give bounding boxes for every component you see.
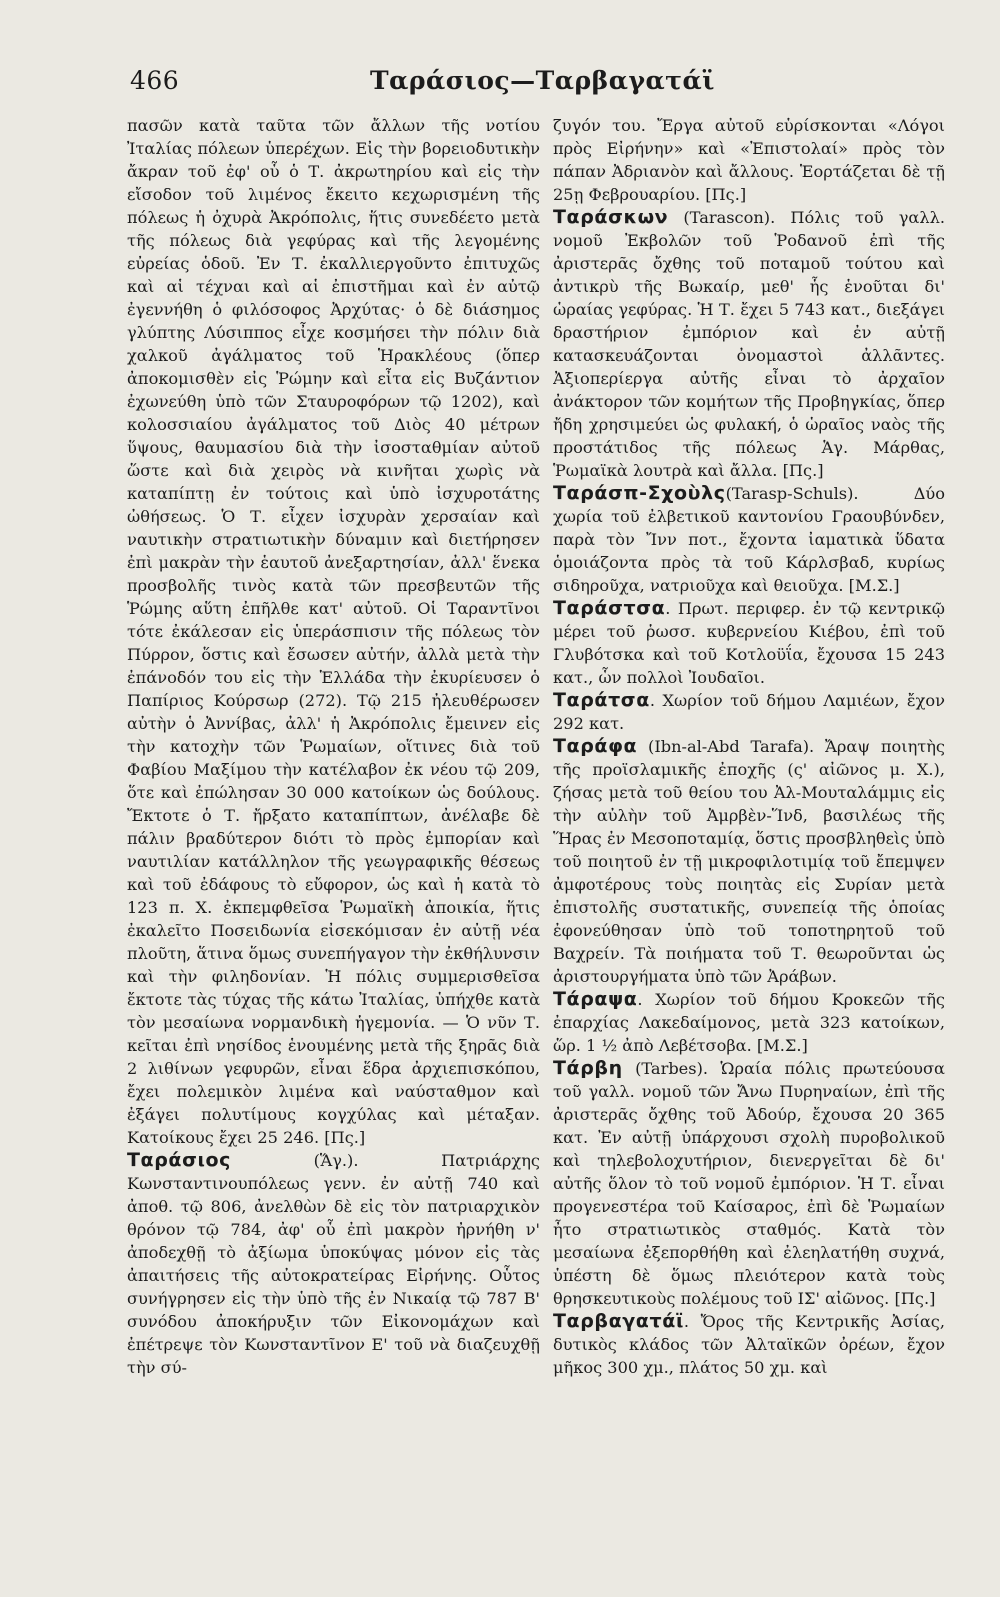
entry-tarasp-schuls: [553, 482, 945, 597]
entry-continuation-taras: πασῶν κατὰ ταῦτα τῶν ἄλλων τῆς νοτίου Ἰταλίας πόλεων ὑπερέχων. Εἰς τὴν βορειοδυτικὴν ἄκραν τοῦ ἐφ' οὗ ὁ Τ. ἀκρωτηρίου καὶ εἰς τὴν εἴσοδον τοῦ λιμένος ἔκειτο κεχωρισμένη τῆς πόλεως ἡ ὀχυρὰ Ἀκρόπολις, ἥτις συνεδέετο μετὰ τῆς πόλεως διὰ γεφύρας καὶ τῆς λεγομένης εὐρείας ὁδοῦ. Ἐν Τ. ἐκαλλιεργοῦντο ἐπιτυχῶς καὶ αἱ τέχναι καὶ αἱ ἐπιστῆμαι καὶ ἐν αὐτῷ ἐγεννήθη ὁ φιλόσοφος Ἀρχύτας· ὁ δὲ διάσημος γλύπτης Λύσιππος εἶχε κοσμήσει τὴν πόλιν διὰ χαλκοῦ ἀγάλματος τοῦ Ἡρακλέους (ὅπερ ἀποκομισθὲν εἰς Ῥώμην καὶ εἶτα εἰς Βυζάντιον ἐχωνεύθη ὑπὸ τῶν Σταυροφόρων τῷ 1202), καὶ κολοσσιαίου ἀγάλματος τοῦ Διὸς 40 μέτρων ὕψους, θαυμασίου διὰ τὴν ἰσοσταθμίαν αὐτοῦ ὥστε καὶ διὰ χειρὸς νὰ κινῆται χωρὶς νὰ καταπίπτῃ ἐν τούτοις καὶ ὑπὸ ἰσχυροτάτης ὠθήσεως. Ὁ Τ. εἶχεν ἰσχυρὰν χερσαίαν καὶ ναυτικὴν στρατιωτικὴν δύναμιν καὶ διετήρησεν ἐπὶ μακρὰν τὴν ἑαυτοῦ ἀνεξαρτησίαν, ἀλλ' ἕνεκα προσβολῆς τινὸς κατὰ τῶν πρεσβευτῶν τῆς Ῥώμης αὕτη ἐπῆλθε κατ' αὐτοῦ. Οἱ Ταραντῖνοι τότε ἐκάλεσαν εἰς ὑπεράσπισιν τῆς πόλεως τὸν Πύρρον, ὅστις καὶ ἔσωσεν αὐτήν, ἀλλὰ μετὰ τὴν ἐπάνοδόν του εἰς τὴν Ἑλλάδα τὴν ἐκυρίευσεν ὁ Παπίριος Κούρσωρ (272). Τῷ 215 ἠλευθέρωσεν αὐτὴν ὁ Ἀννίβας, ἀλλ' ἡ Ἀκρόπολις ἔμεινεν εἰς τὴν κατοχὴν τῶν Ῥωμαίων, οἵτινες διὰ τοῦ Φαβίου Μαξίμου τὴν κατέλαβον ἐκ νέου τῷ 209, ὅτε καὶ ἐπώλησαν 30 000 κατοίκων ὡς δούλους. Ἔκτοτε ὁ Τ. ἤρξατο καταπίπτων, ἀνέλαβε δὲ πάλιν βραδύτερον διότι τὸ πρὸς ἐμπορίαν καὶ ναυτιλίαν κατάλληλον τῆς γεωγραφικῆς θέσεως καὶ τοῦ ἐδάφους τὸ εὔφορον, ὡς καὶ ἡ κατὰ τὸ 123 π. Χ. ἐκπεμφθεῖσα Ῥωμαϊκὴ ἀποικία, ἥτις ἐκαλεῖτο Ποσειδωνία εἰσεκόμισαν ἐν αὐτῇ νέα πλοῦτη, ἅτινα ὅμως συνεπήγαγον τὴν ἐκθήλυνσιν καὶ τὴν φιληδονίαν. Ἡ πόλις συμμερισθεῖσα ἔκτοτε τὰς τύχας τῆς κάτω Ἰταλίας, ὑπήχθε κατὰ τὸν μεσαίωνα νορμανδικὴ ἡγεμονία. — Ὁ νῦν Τ. κεῖται ἐπὶ νησίδος ἑνουμένης μετὰ τῆς ξηρᾶς διὰ 2 λιθίνων γεφυρῶν, εἶναι ἕδρα ἀρχιεπισκόπου, ἔχει πολεμικὸν λιμένα καὶ ναύσταθμον καὶ ἐξάγει πολυτίμους κογχύλας καὶ μέταξαν. Κατοίκους ἔχει 25 246. [Πς.]: [127, 116, 540, 1147]
entry-taraskon: [553, 206, 945, 482]
entry-text: . Πρωτ. περιφερ. ἐν τῷ κεντρικῷ μέρει τοῦ ῥωσσ. κυβερνείου Κιέβου, ἐπὶ τοῦ Γλυβότσκα καὶ τοῦ Κοτλοϋΐα, ἔχουσα 15 243 κατ., ὧν πολλοὶ Ἰουδαῖοι.: [553, 599, 945, 687]
entry-text: . Χωρίον τοῦ δήμου Λαμιέων, ἔχον 292 κατ.: [553, 691, 945, 733]
entry-text: (Ibn-al-Abd Tarafa). Ἄραψ ποιητὴς τῆς προϊσλαμικῆς ἐποχῆς (ς' αἰῶνος μ. Χ.), ζήσας μετὰ τοῦ θείου του Ἀλ-Μουταλάμμις εἰς τὴν αὐλὴν τοῦ Ἀμρβὲν-Ἵνδ, βασιλέως τῆς Ἥρας ἐν Μεσοποταμίᾳ, ὅστις προσβληθεὶς ὑπὸ τοῦ ποιητοῦ ἐν τῇ μικροφιλοτιμίᾳ τοῦ ἔπεμψεν ἀμφοτέρους τοὺς ποιητὰς εἰς Συρίαν μετὰ ἐπιστολῆς συστατικῆς, συνεπείᾳ τῆς ὁποίας ἐφονεύθησαν ὑπὸ τοῦ τοποτηρητοῦ τοῦ Βαχρείν. Τὰ ποιήματα τοῦ Τ. θεωροῦνται ὡς ἀριστουργήματα ὑπὸ τῶν Ἀράβων.: [553, 737, 945, 986]
running-head: Ταράσιος—Ταρβαγατάϊ: [370, 66, 715, 95]
entry-tarvagatai: [553, 1310, 945, 1379]
entry-tarvi: [553, 1057, 945, 1310]
entry-text: (Tarascon). Πόλις τοῦ γαλλ. νομοῦ Ἐκβολῶν τοῦ Ῥοδανοῦ ἐπὶ τῆς ἀριστερᾶς ὄχθης τοῦ ποταμοῦ τούτου καὶ ἀντικρὺ τῆς Βωκαίρ, μεθ' ἧς ἑνοῦται δι' ὡραίας γεφύρας. Ἡ Τ. ἔχει 5 743 κατ., διεξάγει δραστήριον ἐμπόριον καὶ ἐν αὐτῇ κατασκευάζονται ὀνομαστοὶ ἀλλᾶντες. Ἀξιοπερίεργα αὐτῆς εἶναι τὸ ἀρχαῖον ἀνάκτορον τῶν κομήτων τῆς Προβηγκίας, ὅπερ ἤδη χρησιμεύει ὡς φυλακή, ὁ ὡραῖος ναὸς τῆς προστάτιδος τῆς πόλεως Ἁγ. Μάρθας, Ῥωμαϊκὰ λουτρὰ καὶ ἄλλα. [Πς.]: [553, 208, 945, 480]
headword: Ταράφα: [553, 735, 638, 757]
page-header: [130, 66, 940, 106]
entry-text: (Tarasp-Schuls). Δύο χωρία τοῦ ἐλβετικοῦ καντονίου Γραουβύνδεν, παρὰ τὸν Ἴνν ποτ., ἔχοντα ἰαματικὰ ὕδατα ὁμοιάζοντα πρὸς τὰ τοῦ Κάρλσβαδ, κυρίως σιδηροῦχα, νατριοῦχα καὶ θειοῦχα. [Μ.Σ.]: [553, 484, 945, 595]
left-column: [127, 114, 540, 1584]
headword: Τάραψα: [553, 988, 638, 1010]
right-column: [553, 114, 945, 1584]
entry-tarastsa: [553, 597, 945, 689]
entry-text: (Tarbes). Ὡραία πόλις πρωτεύουσα τοῦ γαλλ. νομοῦ τῶν Ἄνω Πυρηναίων, ἐπὶ τῆς ἀριστερᾶς ὄχθης τοῦ Ἀδούρ, ἔχουσα 20 365 κατ. Ἐν αὐτῇ ὑπάρχουσι σχολὴ πυροβολικοῦ καὶ τηλεβολοχυτήριον, διενεργεῖται δὲ δι' αὐτῆς ὅλον τὸ τοῦ νομοῦ ἐμπόριον. Ἡ Τ. εἶναι προγενεστέρα τοῦ Καίσαρος, ἐπὶ δὲ Ῥωμαίων ἦτο στρατιωτικὸς σταθμός. Κατὰ τὸν μεσαίωνα ἐξεπορθήθη καὶ ἐλεηλατήθη συχνά, ὑπέστη δὲ ὅμως πλειότερον κατὰ τοὺς θρησκευτικοὺς πολέμους τοῦ ΙΣ' αἰῶνος. [Πς.]: [553, 1059, 945, 1308]
entry-tarapsa: [553, 988, 945, 1057]
entry-taratsa: [553, 689, 945, 735]
entry-tarafa: [553, 735, 945, 988]
headword: Ταράτσα: [553, 689, 650, 711]
headword: Ταρβαγατάϊ: [553, 1310, 684, 1332]
page-number: 466: [130, 66, 180, 95]
headword: Τάρβη: [553, 1057, 623, 1079]
headword: Ταράσιος: [127, 1149, 231, 1171]
headword: Ταράσκων: [553, 206, 669, 228]
entry-continuation-tarasios: ζυγόν του. Ἔργα αὐτοῦ εὑρίσκονται «Λόγοι πρὸς Εἰρήνην» καὶ «Ἐπιστολαί» πρὸς τὸν πάπαν Ἀδριανὸν καὶ ἄλλους. Ἑορτάζεται δὲ τῇ 25ῃ Φεβρουαρίου. [Πς.]: [553, 116, 945, 204]
entry-tarasios: [127, 1149, 540, 1379]
headword: Ταράσπ-Σχοὺλς: [553, 482, 726, 504]
entry-text: . Χωρίον τοῦ δήμου Κροκεῶν τῆς ἐπαρχίας Λακεδαίμονος, μετὰ 323 κατοίκων, ὥρ. 1 ½ ἀπὸ Λεβέτσοβα. [Μ.Σ.]: [553, 990, 945, 1055]
headword: Ταράστσα: [553, 597, 666, 619]
entry-text: . Ὄρος τῆς Κεντρικῆς Ἀσίας, δυτικὸς κλάδος τῶν Ἀλταϊκῶν ὀρέων, ἔχον μῆκος 300 χμ., πλάτος 50 χμ. καὶ: [553, 1312, 945, 1377]
entry-text: (Ἅγ.). Πατριάρχης Κωνσταντινουπόλεως γενν. ἐν αὐτῇ 740 καὶ ἀποθ. τῷ 806, ἀνελθὼν δὲ εἰς τὸν πατριαρχικὸν θρόνον τῷ 784, ἀφ' οὗ ἐπὶ μακρὸν ἠρνήθη ν' ἀποδεχθῇ τὸ ἀξίωμα ὑποκύψας μόνον εἰς τὰς ἀπαιτήσεις τῆς αὐτοκρατείρας Εἰρήνης. Οὗτος συνήγρησεν εἰς τὴν ὑπὸ τῆς ἐν Νικαίᾳ τῷ 787 Β' συνόδου ἀποκήρυξιν τῶν Εἰκονομάχων καὶ ἐπέτρεψε τὸν Κωνσταντῖνον Ε' τοῦ νὰ διαζευχθῇ τὴν σύ-: [127, 1151, 540, 1377]
